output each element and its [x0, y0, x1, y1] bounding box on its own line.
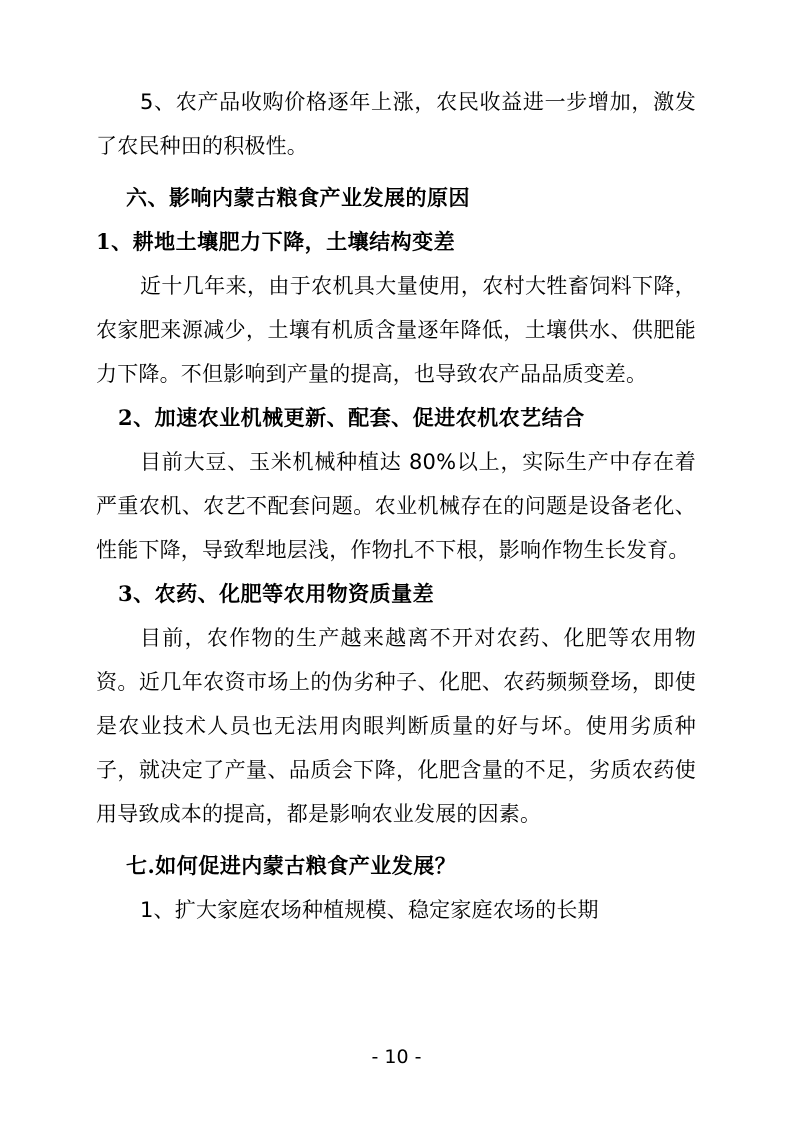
subheading-3: 3、农药、化肥等农用物资质量差: [118, 581, 435, 606]
section-heading-seven: 七.如何促进内蒙古粮食产业发展？: [126, 853, 457, 878]
subheading-2: 2、加速农业机械更新、配套、促进农机农艺结合: [118, 405, 585, 430]
document-body: [96, 80, 696, 932]
paragraph-item-1: 1、扩大家庭农场种植规模、稳定家庭农场的长期: [140, 898, 599, 922]
page-number: - 10 -: [371, 1046, 422, 1068]
spacer: [96, 168, 696, 176]
paragraph-item-5: 5、农产品收购价格逐年上涨，农民收益进一步增加，激发了农民种田的积极性。: [96, 90, 696, 158]
section-heading-six: 六、影响内蒙古粮食产业发展的原因: [126, 185, 470, 210]
spacer: [96, 836, 696, 844]
paragraph-subsection-1: 近十几年来，由于农机具大量使用，农村大牲畜饲料下降，农家肥来源减少，土壤有机质含量逐年降低，土壤供水、供肥能力下降。不但影响到产量的提高，也导致农产品品质变差。: [96, 274, 696, 386]
subheading-1: 1、耕地土壤肥力下降，土壤结构变差: [96, 229, 456, 254]
paragraph-subsection-3: 目前，农作物的生产越来越离不开对农药、化肥等农用物资。近几年农资市场上的伪劣种子、化肥、农药频频登场，即使是农业技术人员也无法用肉眼判断质量的好与坏。使用劣质种子，就决定了产量、品质会下降，化肥含量的不足，劣质农药使用导致成本的提高，都是影响农业发展的因素。: [96, 626, 696, 826]
paragraph-subsection-2: 目前大豆、玉米机械种植达 80%以上，实际生产中存在着严重农机、农艺不配套问题。农业机械存在的问题是设备老化、性能下降，导致犁地层浅，作物扎不下根，影响作物生长发育。: [96, 450, 696, 562]
